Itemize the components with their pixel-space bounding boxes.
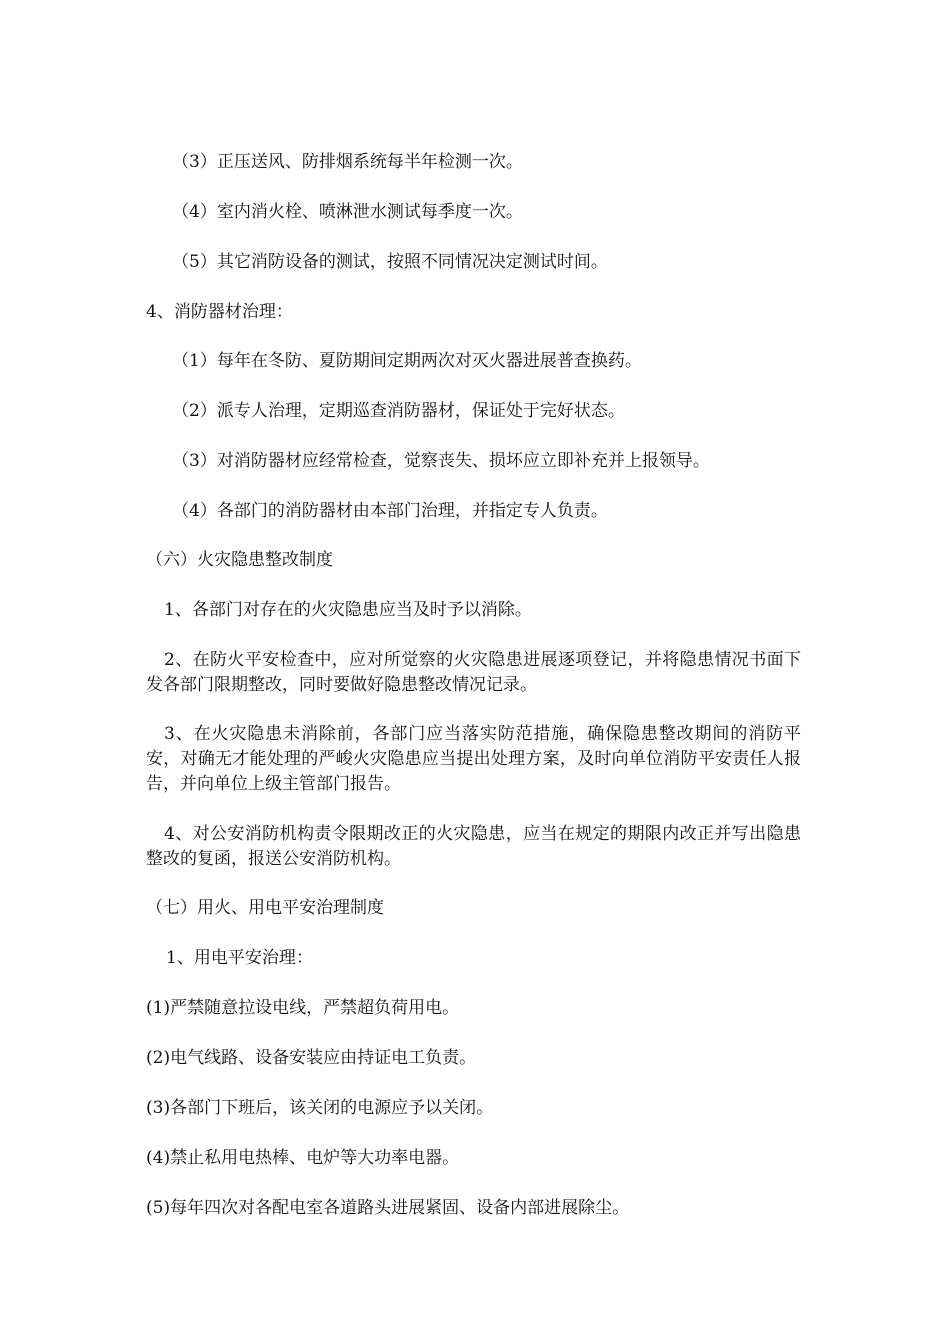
- paragraph-inspection-4: （4）室内消火栓、喷淋泄水测试每季度一次。: [172, 202, 523, 222]
- section-heading-fire-electric: （七）用火、用电平安治理制度: [146, 898, 384, 918]
- paragraph-equipment-3: （3）对消防器材应经常检查，觉察丧失、损坏应立即补充并上报领导。: [172, 451, 710, 471]
- paragraph-electric-3: (3)各部门下班后，该关闭的电源应予以关闭。: [146, 1098, 494, 1118]
- paragraph-hazard-3: 3、在火灾隐患未消除前，各部门应当落实防范措施，确保隐患整改期间的消防平安，对确无才能处理的严峻火灾隐患应当提出处理方案，及时向单位消防平安责任人报告，并向单位上级主管部门报告。: [146, 724, 801, 794]
- paragraph-equipment-1: （1）每年在冬防、夏防期间定期两次对灭火器进展普查换药。: [172, 351, 642, 371]
- paragraph-inspection-3: （3）正压送风、防排烟系统每半年检测一次。: [172, 152, 523, 172]
- section-heading-equipment: 4、消防器材治理：: [146, 302, 293, 322]
- paragraph-electric-heading: 1、用电平安治理：: [166, 948, 313, 968]
- paragraph-hazard-4: 4、对公安消防机构责令限期改正的火灾隐患，应当在规定的期限内改正并写出隐患整改的复函，报送公安消防机构。: [146, 824, 801, 869]
- paragraph-electric-1: (1)严禁随意拉设电线，严禁超负荷用电。: [146, 998, 460, 1018]
- paragraph-hazard-1: 1、各部门对存在的火灾隐患应当及时予以消除。: [164, 600, 532, 620]
- paragraph-equipment-2: （2）派专人治理，定期巡查消防器材，保证处于完好状态。: [172, 401, 625, 421]
- paragraph-electric-2: (2)电气线路、设备安装应由持证电工负责。: [146, 1048, 477, 1068]
- paragraph-equipment-4: （4）各部门的消防器材由本部门治理，并指定专人负责。: [172, 501, 608, 521]
- paragraph-hazard-2: 2、在防火平安检查中，应对所觉察的火灾隐患进展逐项登记，并将隐患情况书面下发各部门限期整改，同时要做好隐患整改情况记录。: [146, 650, 801, 695]
- paragraph-inspection-5: （5）其它消防设备的测试，按照不同情况决定测试时间。: [172, 252, 608, 272]
- paragraph-electric-4: (4)禁止私用电热棒、电炉等大功率电器。: [146, 1148, 460, 1168]
- paragraph-electric-5: (5)每年四次对各配电室各道路头进展紧固、设备内部进展除尘。: [146, 1198, 630, 1218]
- section-heading-hazard: （六）火灾隐患整改制度: [146, 550, 333, 570]
